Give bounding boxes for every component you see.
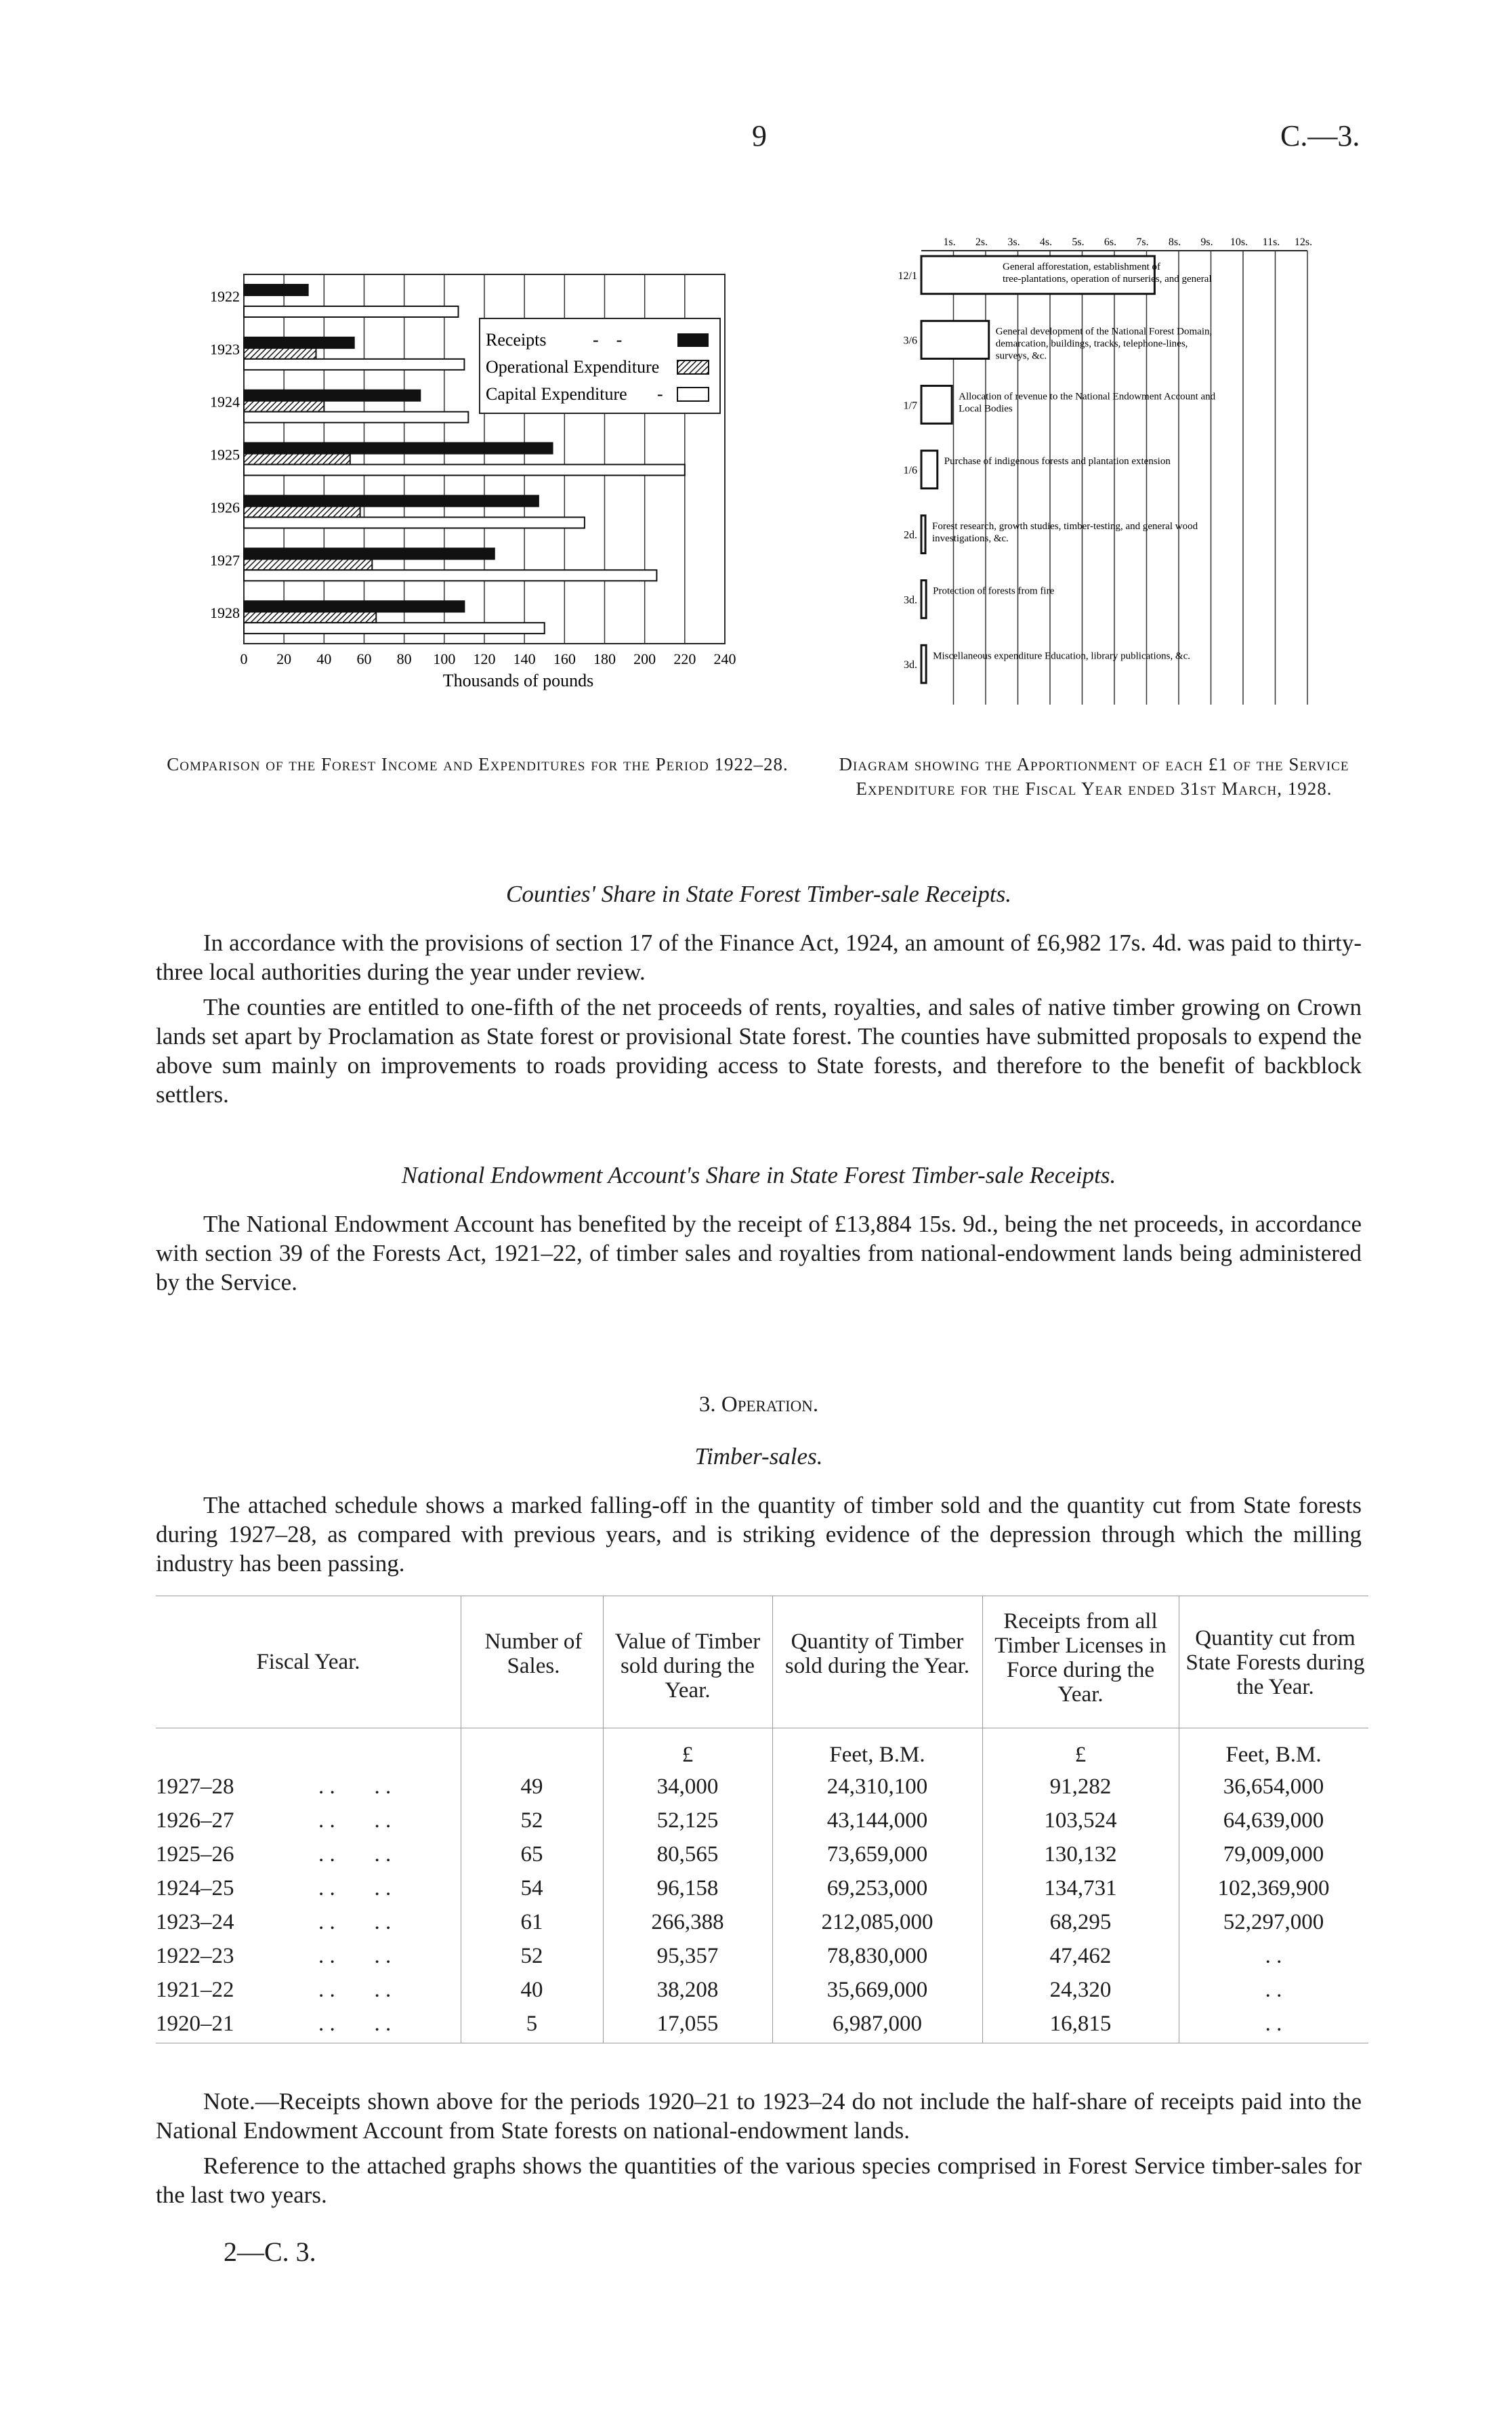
cell-fiscal-year: 1925–26: [156, 1842, 234, 1867]
row-leader-dots: . . . .: [318, 1774, 392, 1799]
chart2-category-label: General development of the National Forest Domain,: [995, 326, 1213, 337]
chart1-x-tick: 40: [316, 650, 332, 667]
header-number-of-sales: Number of Sales.: [484, 1629, 583, 1678]
cell-number-of-sales: 5: [526, 2012, 538, 2036]
counties-heading: Counties' Share in State Forest Timber-sale Receipts.: [506, 881, 1011, 907]
chart2-category-label: tree-plantations, operation of nurseries, and general: [1003, 274, 1212, 285]
cell-number-of-sales: 65: [520, 1842, 543, 1867]
chart2-category-label: Local Bodies: [959, 403, 1013, 415]
chart2-value-label: 3/6: [903, 335, 917, 347]
cell-number-of-sales: 52: [520, 1808, 543, 1833]
row-leader-dots: . . . .: [318, 1978, 392, 2002]
chart2-value-label: 1/6: [903, 465, 917, 476]
counties-paragraph-1: In accordance with the provisions of section 17 of the Finance Act, 1924, an amount of £6,982 17s. 4d. was paid to thirty-three local authorities during the year under review.: [156, 930, 1362, 985]
chart2-tick: 9s.: [1200, 236, 1213, 248]
page-number: 9: [752, 119, 767, 152]
cell-fiscal-year: 1922–23: [156, 1944, 234, 1968]
endowment-heading: National Endowment Account's Share in State Forest Timber-sale Receipts.: [401, 1162, 1116, 1188]
cell-quantity-cut: 64,639,000: [1223, 1808, 1324, 1833]
apportionment-diagram: [881, 230, 1314, 711]
timber-sales-paragraph: The attached schedule shows a marked falling-off in the quantity of timber sold and the quantity cut from State forests during 1927–28, as compared with previous years, and is striking evidence of the depression through which the milling industry has been passing.: [156, 1492, 1362, 1577]
chart2-tick: 6s.: [1104, 236, 1117, 248]
chart1-bar-capital-expenditure: [244, 359, 464, 370]
chart1-bar-operational-expenditure: [244, 401, 324, 412]
cell-quantity-sold: 35,669,000: [826, 1978, 928, 2002]
chart1-x-tick: 220: [673, 650, 696, 667]
operation-heading: 3. Operation.: [698, 1392, 819, 1417]
footer-ref: 2—C. 3.: [224, 2237, 316, 2267]
table-note: Note.—Receipts shown above for the periods 1920–21 to 1923–24 do not include the half-share of receipts paid into the National Endowment Account from State forests on national-endowment lands.: [156, 2088, 1362, 2144]
chart1-year-labels: [210, 288, 240, 621]
chart1-bar-capital-expenditure: [244, 412, 468, 423]
chart1-x-tick: 60: [356, 650, 372, 667]
chart2-category-label: surveys, &c.: [995, 350, 1047, 362]
chart1-bar-operational-expenditure: [244, 612, 376, 623]
cell-quantity-cut: 79,009,000: [1223, 1842, 1324, 1867]
cell-fiscal-year: 1927–28: [156, 1774, 234, 1799]
svg-text:- -: - -: [593, 330, 623, 350]
chart2-bar: [921, 321, 989, 359]
cell-quantity-cut: 36,654,000: [1223, 1774, 1324, 1799]
cell-quantity-sold: 69,253,000: [826, 1876, 928, 1900]
row-leader-dots: . . . .: [318, 1808, 392, 1833]
cell-number-of-sales: 40: [520, 1978, 543, 2002]
row-leader-dots: . . . .: [318, 1876, 392, 1900]
chart1-x-tick: 20: [276, 650, 292, 667]
chart2-tick: 7s.: [1136, 236, 1149, 248]
chart2-caption: Diagram showing the Apportionment of each £1 of the Service Expenditure for the Fiscal Year ended 31st March, 1928.: [839, 754, 1349, 799]
chart1-bar-receipts: [244, 548, 495, 559]
chart1-legend: [480, 318, 720, 413]
legend-receipts: Receipts: [486, 330, 547, 350]
chart2-value-label: 12/1: [898, 270, 917, 282]
cell-value-sold: 17,055: [656, 2012, 719, 2036]
cell-license-receipts: 134,731: [1044, 1876, 1117, 1900]
cell-fiscal-year: 1920–21: [156, 2012, 234, 2036]
chart1-bar-operational-expenditure: [244, 348, 316, 359]
chart2-tick: 11s.: [1262, 236, 1280, 248]
chart2-value-label: 1/7: [903, 400, 917, 412]
endowment-paragraph: The National Endowment Account has benefited by the receipt of £13,884 15s. 9d., being the net proceeds, in accordance with section 39 of the Forests Act, 1921–22, of timber sales and royalties from national-endowment lands being administered by the Service.: [156, 1211, 1362, 1295]
chart2-bar: [921, 516, 925, 554]
chart1-bar-capital-expenditure: [244, 306, 459, 317]
cell-fiscal-year: 1921–22: [156, 1978, 234, 2002]
chart2-category-label: Allocation of revenue to the National Endowment Account and: [959, 391, 1216, 402]
svg-text:-: -: [657, 384, 663, 404]
cell-quantity-cut: . .: [1265, 1978, 1282, 2002]
chart1-x-tick: 180: [593, 650, 616, 667]
chart1-bar-capital-expenditure: [244, 517, 585, 528]
chart1-x-tick: 100: [433, 650, 456, 667]
chart2-bars: [898, 256, 1216, 683]
unit-quantity-cut: Feet, B.M.: [1225, 1743, 1322, 1767]
chart2-tick: 10s.: [1230, 236, 1248, 248]
chart2-category-label: General afforestation, establishment of: [1003, 262, 1160, 272]
chart2-category-label: demarcation, buildings, tracks, telephone-lines,: [995, 338, 1188, 350]
chart2-value-label: 2d.: [904, 529, 917, 541]
unit-receipts: £: [1074, 1743, 1087, 1767]
chart1-bar-operational-expenditure: [244, 559, 372, 570]
legend-capital: Capital Expenditure: [486, 384, 627, 404]
counties-paragraph-2: The counties are entitled to one-fifth of the net proceeds of rents, royalties, and sales of native timber growing on Crown lands set apart by Proclamation as State forest or provisional State forest. The counties have submitted proposals to expend the above sum mainly on improvements to roads providing access to State forests, and therefore to the benefit of backblock settlers.: [156, 994, 1362, 1108]
row-leader-dots: . . . .: [318, 1842, 392, 1867]
cell-license-receipts: 130,132: [1044, 1842, 1117, 1867]
unit-quantity-sold: Feet, B.M.: [829, 1743, 925, 1767]
timber-sales-heading: Timber-sales.: [694, 1443, 823, 1470]
chart1-year-label: 1925: [210, 446, 240, 463]
cell-number-of-sales: 52: [520, 1944, 543, 1968]
chart1-x-axis-label: Thousands of pounds: [442, 671, 594, 690]
cell-fiscal-year: 1923–24: [156, 1910, 234, 1934]
chart1-x-tick: 240: [713, 650, 736, 667]
cell-fiscal-year: 1926–27: [156, 1808, 234, 1833]
cell-quantity-sold: 212,085,000: [821, 1910, 933, 1934]
cell-value-sold: 34,000: [656, 1774, 719, 1799]
row-leader-dots: . . . .: [318, 1910, 392, 1934]
chart2-tick: 5s.: [1072, 236, 1085, 248]
unit-value: £: [681, 1743, 694, 1767]
cell-number-of-sales: 61: [520, 1910, 543, 1934]
cell-quantity-cut: . .: [1265, 1944, 1282, 1968]
chart2-tick: 4s.: [1039, 236, 1053, 248]
cell-value-sold: 38,208: [656, 1978, 719, 2002]
chart1-bar-receipts: [244, 443, 553, 454]
chart1-x-tick: 160: [553, 650, 576, 667]
cell-number-of-sales: 54: [520, 1876, 543, 1900]
chart2-tick: 2s.: [975, 236, 988, 248]
cell-quantity-sold: 24,310,100: [826, 1774, 928, 1799]
chart2-value-label: 3d.: [904, 594, 917, 606]
cell-value-sold: 95,357: [656, 1944, 719, 1968]
reference-paragraph: Reference to the attached graphs shows the quantities of the various species comprised in Forest Service timber-sales for the last two years.: [156, 2153, 1362, 2208]
chart1-year-label: 1924: [210, 393, 240, 411]
legend-operational: Operational Expenditure: [486, 357, 660, 377]
cell-license-receipts: 91,282: [1049, 1774, 1112, 1799]
chart1-x-tick-labels: [240, 650, 736, 667]
cell-quantity-sold: 78,830,000: [826, 1944, 928, 1968]
chart1-year-label: 1926: [210, 499, 240, 516]
chart1-year-label: 1927: [210, 552, 240, 569]
cell-quantity-sold: 43,144,000: [826, 1808, 928, 1833]
chart2-value-label: 3d.: [904, 659, 917, 671]
cell-license-receipts: 47,462: [1049, 1944, 1112, 1968]
header-license-receipts: Receipts from all Timber Licenses in Force during the Year.: [994, 1609, 1167, 1707]
chart1-year-label: 1923: [210, 340, 240, 358]
chart2-grid: [921, 251, 1307, 705]
chart1-caption: Comparison of the Forest Income and Expenditures for the Period 1922–28.: [167, 754, 789, 774]
cell-license-receipts: 16,815: [1049, 2012, 1112, 2036]
chart1-bar-operational-expenditure: [244, 506, 360, 517]
chart2-bar: [921, 386, 952, 423]
chart2-tick-labels: [943, 236, 1312, 248]
header-fiscal-year: Fiscal Year.: [256, 1650, 360, 1674]
cell-quantity-sold: 73,659,000: [826, 1842, 928, 1867]
chart1-bar-capital-expenditure: [244, 623, 545, 633]
chart2-category-label: investigations, &c.: [932, 533, 1009, 544]
chart1-x-tick: 0: [240, 650, 248, 667]
chart1-bar-capital-expenditure: [244, 570, 656, 581]
header-quantity-cut: Quantity cut from State Forests during the Year.: [1185, 1626, 1365, 1699]
chart2-category-label: Forest research, growth studies, timber-testing, and general wood: [932, 520, 1198, 532]
chart1-year-label: 1928: [210, 604, 240, 622]
cell-quantity-cut: 52,297,000: [1223, 1910, 1324, 1934]
cell-fiscal-year: 1924–25: [156, 1876, 234, 1900]
chart1-bar-capital-expenditure: [244, 465, 685, 476]
chart2-category-label: Purchase of indigenous forests and plantation extension: [944, 456, 1171, 467]
chart2-tick: 1s.: [943, 236, 956, 248]
chart2-tick: 8s.: [1168, 236, 1181, 248]
chart1-bar-receipts: [244, 601, 464, 612]
chart1-bar-operational-expenditure: [244, 454, 350, 465]
chart2-category-label: Miscellaneous expenditure Education, library publications, &c.: [933, 650, 1191, 662]
chart1-year-label: 1922: [210, 288, 240, 305]
cell-value-sold: 266,388: [651, 1910, 724, 1934]
chart1-bar-receipts: [244, 337, 354, 348]
income-expenditure-chart: [196, 251, 765, 698]
chart1-bar-receipts: [244, 390, 420, 401]
cell-quantity-cut: 102,369,900: [1217, 1876, 1330, 1900]
document-reference: C.—3.: [1280, 119, 1360, 152]
chart2-tick: 3s.: [1007, 236, 1020, 248]
row-leader-dots: . . . .: [318, 2012, 392, 2036]
cell-license-receipts: 24,320: [1049, 1978, 1112, 2002]
chart2-bar: [921, 451, 938, 488]
chart1-x-tick: 80: [396, 650, 412, 667]
chart2-category-label: Protection of forests from fire: [933, 585, 1055, 597]
cell-number-of-sales: 49: [520, 1774, 543, 1799]
header-value-sold: Value of Timber sold during the Year.: [614, 1629, 761, 1703]
row-leader-dots: . . . .: [318, 1944, 392, 1968]
chart1-bar-receipts: [244, 285, 308, 295]
cell-license-receipts: 68,295: [1049, 1910, 1112, 1934]
chart1-x-tick: 140: [513, 650, 536, 667]
chart2-tick: 12s.: [1294, 236, 1313, 248]
chart1-x-tick: 200: [633, 650, 656, 667]
chart1-bar-receipts: [244, 495, 539, 506]
header-quantity-sold: Quantity of Timber sold during the Year.: [784, 1629, 970, 1678]
chart2-bar: [921, 645, 926, 683]
cell-license-receipts: 103,524: [1044, 1808, 1117, 1833]
cell-value-sold: 80,565: [656, 1842, 719, 1867]
cell-quantity-cut: . .: [1265, 2012, 1282, 2036]
cell-value-sold: 96,158: [656, 1876, 719, 1900]
chart2-bar: [921, 581, 926, 619]
cell-value-sold: 52,125: [656, 1808, 719, 1833]
chart1-x-tick: 120: [473, 650, 496, 667]
cell-quantity-sold: 6,987,000: [833, 2012, 922, 2036]
